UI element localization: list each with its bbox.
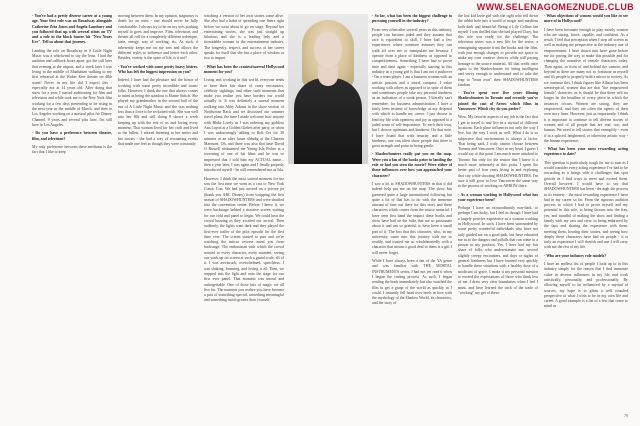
interview-answer: I saw a lot to SHADOWHUNTERS in that it did indeed help put me on the map. The show has garnered quite a large international following but quite a lot of that has to do with the immense amount of fans out there for this story and these characters which comes from the source material. I have seen first hand the impact these books and show have had on the folks that are so passionate about it and am so grateful to have been a small part of it. The fact that this character, who, in my university, came into this journey with me so readily, and trusted me so wholeheartedly with a character that means a good deal to them is a gift I will never forget. — [372, 181, 452, 255]
interview-question: - So far, what has been the biggest challenge to pursuing yourself in the industry? — [372, 14, 452, 24]
photo-outfit — [294, 78, 362, 164]
interview-answer: watching a version of her own stories come alive. She also had a habit of spreading one liners right before we went about to go on stage. Beyond her entertaining stories, she was just straight up hilarious and she is a leading lady and a formidable woman in the entertainment industry. The longevity, respect, and success of her career speaks for itself that she has a place of wisdom or two to impart. — [204, 14, 284, 61]
portrait-photo — [288, 14, 368, 164]
interview-answer: While I have always been a fan of the YA genre and was familiar with THE MORTAL INSTRUMENTS series, I had not yet read it when I began the casting process. As such, I began reading the book immediately but also watched the film to get a grasp of the world as quickly as I could. I instantly fell head over heels in love with the mythology of the Shadow World, its characters, and the story of — [372, 259, 452, 306]
interview-answer: From very often after several years in this industry, people can become jaded and they assume that race is equivalent to skill. I have had a few experiences where someone assumes they can walk all over me or manipulate me because I operate from a place of kindness as opposed to competitiveness. Something I have had to prove time and time again - especially starting in this industry as a young girl is that I am not a pushover - I'm a team player. I am a business woman with an artistic passion and a moral compass. I value working with others as opposed to in spite of them and sometimes people take my personal kindness as an indication of a weak person. I literally can't remember; for business administration, I have a fairly keen instinct of knowledge at my disposal with which to handle my career. I just choose to lead my life with openness and joy as opposed to a jaded sense of self-importance. To each their own, but I choose optimism and kindness. On that note, I have found that with tenacity and a little kindness, one can often show people that there is great strength and poise in being gentle. — [372, 27, 452, 149]
text-column-5 — [458, 14, 538, 414]
interview-question: - What has been your most rewarding acting experience to date? — [544, 147, 628, 157]
interview-question: - Shadowhunters really put you on the map. Were you a fan of the books prior to landing the role or had you seen the movie? Were either of those influences over how you approached your character? — [372, 152, 452, 178]
interview-question: - Who are your industry role models? — [544, 253, 607, 258]
interview-answer: Indeed, I have had the pleasure and the honor of working with some pretty incredible and iconic folks. However, I think the one that always comes to mind as being the standout is Elaine Stritch. She played my grandmother in the second half of the run of A Little Night Music and she was nothing less than a force to be reckoned with. She was well into her 80s and still doing 8 shows a week keeping up with the rest of us and loving every moment. That woman lived for her craft and lived to the fullest. I adored listening to her antics and her stories - she had a way of recounting events that made one feel as though they were constantly — [118, 78, 198, 146]
interview-question: - You've had a pretty diverse career at a young age. Your first role was on Broadway alongside Catherine Zeta Jones and Angela Lansbury and you followed that up with several stints on TV and a role in the block buster hit "New Years Eve". Tell us about that journey. — [32, 14, 112, 45]
text-column-1 — [32, 14, 112, 414]
interview-answer: I have an endless list of people I look up to in this industry simply for the reason that I find immense value in diverse influences in my life and work artistically, personally, and professionally. By allowing myself to be influenced by a myriad of sources, my hope is to glean a well rounded perspective of what I wish to be in my own life and career. A good example is a list of a few that come to mind as — [544, 262, 628, 309]
text-column-6 — [544, 14, 628, 414]
interview-answer: Living and working in this world, everyone tends to have their fair share of crazy encounters, celebrity sightings, and other such moments that make you realize you have borders our world actually is. It was definitely a surreal moment walking into Abby Adams in the show section of Nordstrom Rack and we discussed our summer travel plans, the time I made welcome how anyone with Blake Lively as I was ordering my goddess Ana Layon at a Golden Globes after party, or when I was unknowingly talking to Rob Orr for 30 minutes at an after hours shindig at the Chateau Marmont. Oh, and there was also that time David O Russell nicknamed me Young Isla Fisher at a screening of one of his films and he was so impressed that I told him my ACTUAL name... then a year later, I was again and I finally properly introduced myself - he still remembered me as Isla. — [204, 78, 284, 173]
interview-answer: This question is particularly tough for me to sum as I would consider every acting experience I've had to be rewarding as it brings with it challenges that spur growth as I find ways to meet and exceed them. Overall however, I would have to say that SHADOWHUNTERS has been - through the process in its entirety - the most rewarding experience I have had in my career so far. From the rigorous audition process in which I had to prove myself and my potential in this role, to being thrown into the fray, yes, and mindful of making the show and finding a family with my cast and crew, to being embraced by the fans and sharing the experience with them, meeting them, hearing their stories, and seeing how deeply these characters have had on people - it is truly an experience I will cherish and one I will carry with me the rest of my life. — [544, 160, 628, 250]
text-column-4 — [372, 14, 452, 414]
watermark-text: WWW.SELENAGOMEZNUDE.CLUB — [476, 2, 634, 12]
interview-answer: I have been fortunate enough to play mostly women who are strong, brave, capable, and confident. As a result, I feel that perception when I step off screen as well as making me perspective in the industry one of empowerment. I have drawn into have gone before me for paving the way to make this possible and for changing the narrative of female characters today. Then again, in front of and behind the camera, and beyond as there are many not so fortunate as myself and it's people to properly hold a mirror to society. As we continue this, I think figures like Allison has been stereotypical, women that are that "the empowered female" character, as is should be that there will no longer be the headline of every piece in which the instances occurs. Women are strong, they are empowered, and they are often the agents of their own story lines. However, just as importantly, I think it is important to continue to tell diverse stories of women and of all people that are real, raw, and human. We need to tell stories that exemplify - even if in a spliced, heightened, or otherwise artistic way - the human experience. — [544, 27, 628, 143]
photo-face — [314, 32, 342, 68]
text-column-2 — [118, 14, 198, 414]
interview-answer: My only preference between these mediums is the fact that I like to keep — [32, 144, 112, 155]
photo-neck — [318, 66, 338, 86]
interview-question: - As a woman working in Hollywood what has your experience been? — [458, 192, 538, 202]
interview-question: - What objections of women would you like to see more of in Hollywood? — [544, 14, 628, 24]
interview-answer: moving between them. In my opinion, stagnancy is death for an artist - one should never be fully comfortable. I always try to be on my toes pushing myself to grow and improve. Film, television, and theater all call for a completely different technique, taste, energy, way of working, etc. As such, it inherently keeps me on my toes and allows the different styles to influence and better each other. Besides, variety is the spice of life, is it not? — [118, 14, 198, 61]
interview-answer: Wow. My favorite aspects of my job is the fact that I get to travel to and live in a myriad of different locations. Each place influences not only the way I live, but the way I work as well. What I do is so subjective that environment is always a factor. That being said, I truly cannot choose between Toronto and Vancouver. Ours in my head, I guess I would say at this point I am much more attached to Toronto but only for the reason that I knew it a much more intimately at this point. I spent the better part of four years living in and exploring that city while shooting SHADOWHUNTERS. I'm sure it will grow to love Vancouver the same way in the process of working on ARROW there. — [458, 115, 538, 189]
interview-question: - What has been the craziest/surreal Hollywood moment for you? — [204, 64, 284, 74]
interview-question: - You've spent over five years filming Shadowhunters in Toronto and recently you've joined the cast of Arrow which films in Vancouver. Which city do you prefer? — [458, 91, 538, 112]
page-number: 79 — [624, 413, 628, 418]
interview-question: - Do you have a preference between theatre, film, and television? — [32, 131, 112, 141]
interview-answer: the lost kid Izzie girl with the right who fell down the rabbit hole into a world of magic and mayhem both dark and beautiful. Being a Lily Collins fan myself I was thrilled that she had played Clary, but this role was ready for the challenge. The television series was a new life for the series, a reimagining separate from the books and the film, with just enough changes to provide me space to make my own creative choices while still paying homage to the source material. All that credit once again to the Shadowhunter for being intelligent and savvy enough to understand and to take the leap to "learn own" their SHADOWHUNTERS fandom. — [458, 14, 538, 87]
text-column-3 — [204, 14, 284, 414]
interview-answer: Perhaps I have an extraordinarily non-dark, or perhaps I am lucky, but I feel as though I have had a largely positive experience as a woman working in Hollywood. In such, I have been surrounded by some pretty wonderful individuals who have not only guided me on a good path, but have educated me as to the dangers and pitfalls that can come to a person in my position. Yes, I have had my fair share of folks who underestimate me, several slightly creepy encounters, and days or nights of general frankness but I have learned very quickly to handle these situations with a healthy dose of a modicum of grace. I make it my personal mission to exceed the expectations of those who think less of me. I draw very clear boundaries when I feel I must, and have learned the trick of the trade of "working" my get of these. — [458, 206, 538, 295]
interview-question: - You've worked with some pretty heavy hitters. Who has left the biggest impression on you? — [118, 64, 198, 74]
interview-answer: However, I think the most surreal moment for me was the first time we went as a cast to New York Comic Con. We had just arrived on a private jet (thank you ABC Disney) from wrapping the first season of SHADOWHUNTERS and were shuttled into the convention center. Before I knew it, we were backstage behind a massive screen waiting for our cold and panel to begin. We could hear the crowd buzzing as they awaited our arrival. Then suddenly, the lights went dark and they played the first-ever trailer of the pilot episode for the first time ever. The screen started to part and we're watching the mirror reverse mind you from backstage. The enthusiasm with which the crowd reacted to every character, every moment, seeing our work up on screen at such a grand scale, all of it. I was awestruck, overwhelmed, speechless. I was shaking, beaming, and loving it all. Then, we stepped into the light and onto the stage for our first ever panel. That moment was unreal and unforgettable. One of those bits of magic we all live for. The moment you realize you have become a part of something special, something meaningful and something much greater than yourself. — [204, 176, 284, 303]
interview-answer: Landing the role on Broadway in A Little Night Music was a whirlwind to say the least. I had the audition and callback hours apart, got the call later that evening at the airport, and a week later I was living in the middle of Manhattan walking to my first rehearsal at the Walter Kerr theater on 48th street! Never in my life did I expect this - especially not at 14 years old. After doing that show for a year, I started auditioning for film and television and while took me to the New York film working for a few days pretending to be rising in the next year in the middle of March, and then to Los Angeles working on a musical pilot for Disney Channel. 9 years and several jobs later, I'm still here in Los Angeles. — [32, 48, 112, 127]
